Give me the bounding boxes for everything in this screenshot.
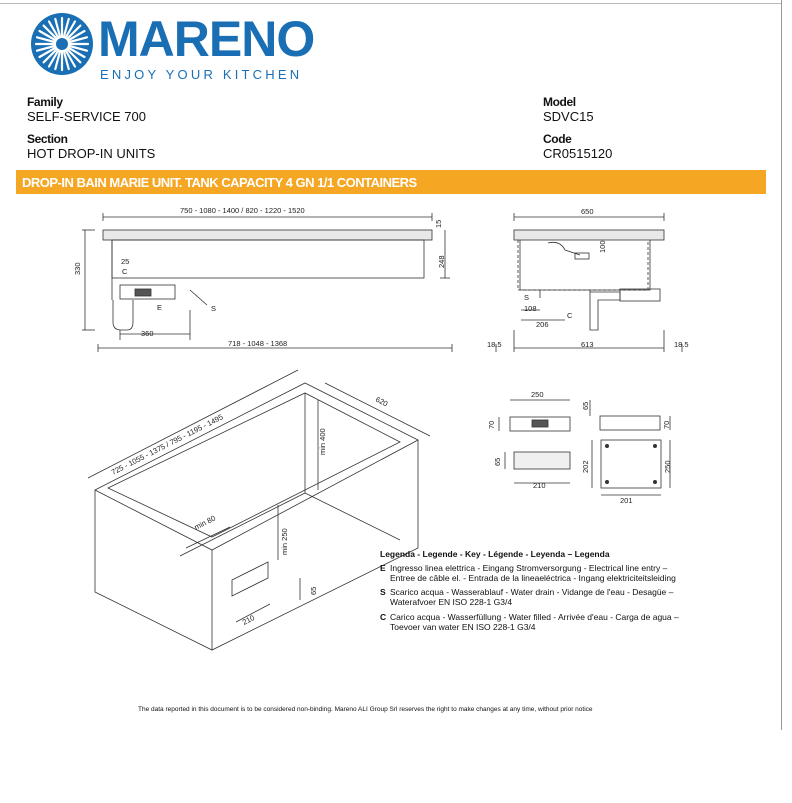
side-label-s: S <box>524 293 530 302</box>
legend-title: Legenda - Legende - Key - Légende - Leyenda – Legenda <box>380 549 610 559</box>
iso-length-dim: 725 - 1055 - 1375 / 795 - 1195 - 1495 <box>109 412 225 477</box>
panel-width-250-dim: 250 <box>531 390 544 399</box>
section-label: Section <box>27 132 68 146</box>
legend-item-s <box>380 587 720 609</box>
family-value: SELF-SERVICE 700 <box>27 109 146 124</box>
iso-depth-dim: 620 <box>374 394 390 409</box>
mareno-sun-logo-icon <box>30 12 94 76</box>
legend-item-e <box>380 563 720 585</box>
box-202-dim: 202 <box>581 460 590 473</box>
legend-key: C <box>380 612 387 622</box>
front-dim-360: 360 <box>141 329 154 338</box>
side-dim-613: 613 <box>581 340 594 349</box>
front-label-s: S <box>211 304 217 313</box>
legend-key: S <box>380 587 386 597</box>
side-label-c: C <box>567 311 573 320</box>
disclaimer-footer: The data reported in this document is to be considered non-binding. Mareno ALI Group Srl reserves the right to make changes at any time, without prior notice <box>138 706 593 713</box>
front-height-15-dim: 15 <box>434 219 443 228</box>
front-bottom-width-dim: 718 - 1048 - 1368 <box>228 339 288 348</box>
side-dim-18-5-left: 18.5 <box>487 340 502 349</box>
page-top-rule <box>0 3 782 4</box>
legend-text-line1: Carico acqua - Wasserfüllung - Water filled - Arrivée d'eau - Carga de agua – <box>390 612 679 622</box>
side-width-650-dim: 650 <box>581 207 594 216</box>
panel-height-70-dim: 70 <box>487 420 496 429</box>
legend-text-line2: Waterafvoer EN ISO 228-1 G3/4 <box>390 597 513 607</box>
panel-depth-65-dim: 65 <box>581 401 590 410</box>
side-dim-18-5-right: 18.5 <box>674 340 689 349</box>
technical-drawing <box>0 195 792 655</box>
side-dim-100: 100 <box>598 240 607 253</box>
section-value: HOT DROP-IN UNITS <box>27 146 156 161</box>
legend-key: E <box>380 563 386 573</box>
legend-text-line1: Ingresso linea elettrica - Eingang Stromversorgung - Electrical line entry – <box>390 563 668 573</box>
side-dim-108: 108 <box>524 304 537 313</box>
front-label-c: C <box>122 267 128 276</box>
legend-text-line1: Scarico acqua - Wasserablauf - Water drain - Vidange de l'eau - Desagüe – <box>390 587 674 597</box>
side-dim-206: 206 <box>536 320 549 329</box>
front-dim-25: 25 <box>121 257 130 266</box>
code-label: Code <box>543 132 572 146</box>
model-label: Model <box>543 95 576 109</box>
side-view <box>496 213 682 352</box>
control-panel-views <box>499 400 670 495</box>
front-height-248-dim: 248 <box>437 255 446 268</box>
brand-name: MARENO <box>98 11 315 67</box>
front-label-e: E <box>157 303 163 312</box>
brand-tagline: ENJOY YOUR KITCHEN <box>100 67 303 82</box>
iso-min-250-dim: min 250 <box>280 528 289 555</box>
family-label: Family <box>27 95 63 109</box>
front-height-330-dim: 330 <box>73 262 82 275</box>
isometric-view <box>88 370 430 650</box>
iso-min-80-dim: min 80 <box>192 513 217 532</box>
legend-item-c <box>380 612 720 634</box>
iso-min-400-dim: min 400 <box>318 428 327 455</box>
iso-dim-210: 210 <box>240 613 257 627</box>
cutout-210-dim: 210 <box>533 481 546 490</box>
legend-text-line2: Entree de câble el. - Entrada de la lineaeléctrica - Ingang elektriciteitsleiding <box>390 573 676 583</box>
front-view <box>82 213 452 352</box>
front-top-width-dim: 750 - 1080 - 1400 / 820 - 1220 - 1520 <box>180 206 305 215</box>
box-201-dim: 201 <box>620 496 633 505</box>
code-value: CR0515120 <box>543 146 613 161</box>
model-value: SDVC15 <box>543 109 594 124</box>
cutout-65-dim: 65 <box>493 457 502 466</box>
box-250-dim: 250 <box>663 460 672 473</box>
iso-dim-65: 65 <box>309 586 318 595</box>
panel-height-70-right-dim: 70 <box>662 420 671 429</box>
legend-text-line2: Toevoer van water EN ISO 228-1 G3/4 <box>390 622 536 632</box>
banner-title: DROP-IN BAIN MARIE UNIT. TANK CAPACITY 4 GN 1/1 CONTAINERS <box>22 175 417 190</box>
